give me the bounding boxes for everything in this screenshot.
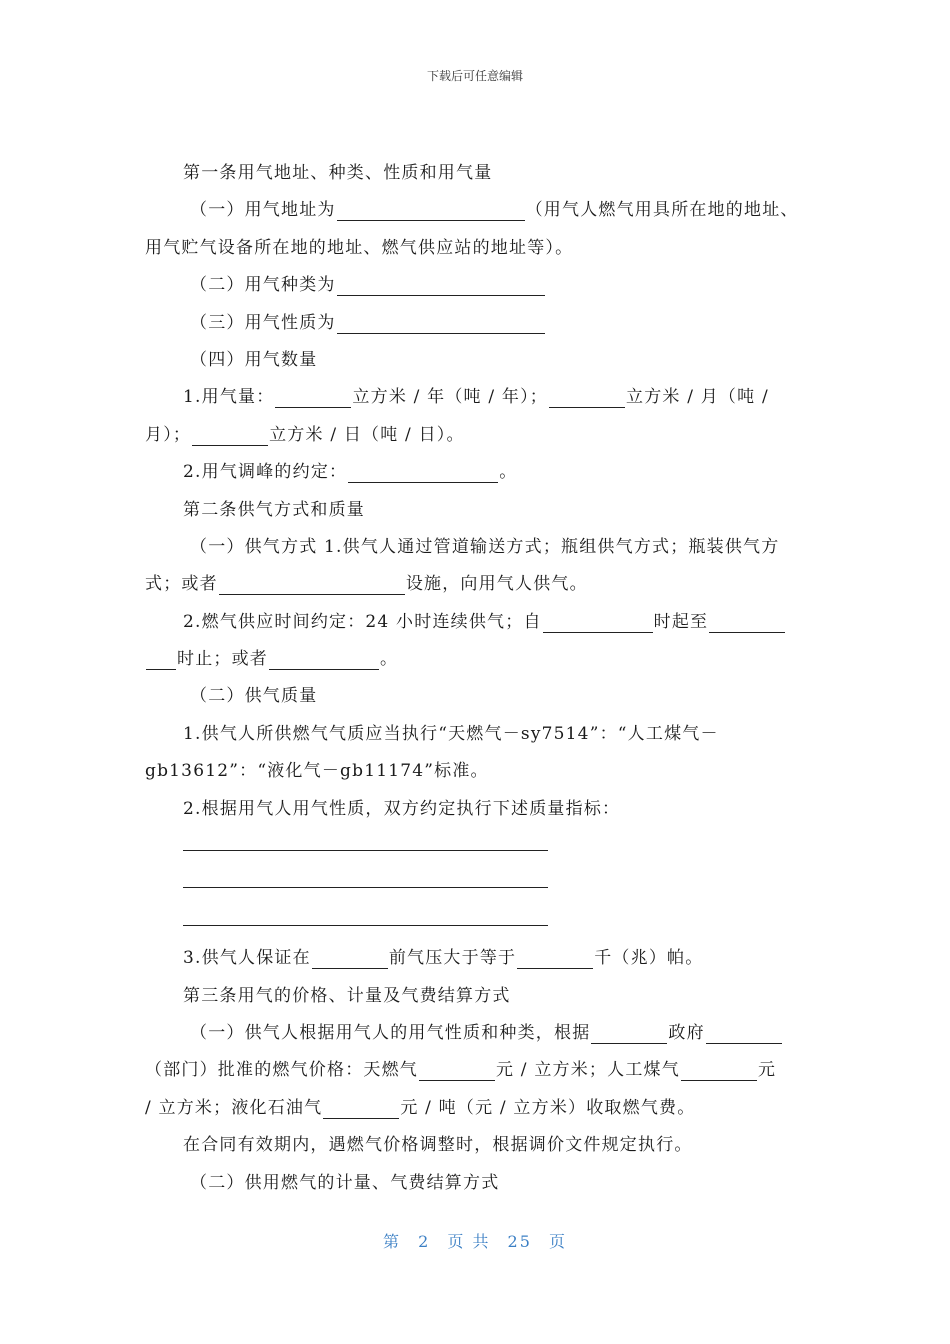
paragraph: （一）供气人根据用气人的用气性质和种类，根据 政府	[145, 1015, 805, 1052]
article-3-title: 第三条用气的价格、计量及气费结算方式	[183, 985, 511, 1006]
paragraph: 用气贮气设备所在地的地址、燃气供应站的地址等）。	[145, 237, 574, 258]
fill-blank	[219, 572, 405, 595]
fill-blank	[591, 1021, 667, 1044]
fill-blank	[269, 647, 379, 670]
paragraph: （一）用气地址为 （用气人燃气用具所在地的地址、	[190, 200, 799, 221]
paragraph: 式；或者 设施，向用气人供气。	[145, 574, 588, 595]
footer-page-number: 2	[418, 1232, 431, 1251]
fill-blank	[337, 273, 545, 296]
paragraph: （二）用气种类为	[145, 267, 805, 304]
quality-index-line	[145, 903, 805, 940]
paragraph: / 立方米；液化石油气 元 / 吨（元 / 立方米）收取燃气费。	[145, 1097, 696, 1118]
paragraph: 1.供气人所供燃气气质应当执行“天燃气－sy7514”：“人工煤气－	[183, 723, 719, 744]
footer-middle: 页 共	[447, 1232, 491, 1251]
article-1-title: 第一条用气地址、种类、性质和用气量	[183, 163, 493, 183]
fill-blank	[348, 460, 498, 483]
paragraph: 2.燃气供应时间约定：24 小时连续供气；自 时起至	[145, 604, 805, 641]
paragraph: （三）用气性质为	[145, 305, 805, 342]
paragraph: （部门）批准的燃气价格：天燃气 元 / 立方米；人工煤气 元	[145, 1060, 777, 1081]
quality-index-line	[145, 828, 805, 865]
paragraph: （二）供用燃气的计量、气费结算方式	[190, 1172, 500, 1193]
fill-blank	[517, 946, 593, 969]
paragraph: 2.根据用气人用气性质，双方约定执行下述质量指标：	[183, 798, 621, 819]
fill-blank	[183, 828, 548, 851]
fill-blank	[543, 610, 653, 633]
fill-blank	[183, 865, 548, 888]
paragraph: gb13612”：“液化气－gb11174”标准。	[145, 761, 489, 782]
fill-blank	[275, 385, 351, 408]
fill-blank	[706, 1021, 782, 1044]
paragraph: 2.用气调峰的约定： 。	[183, 462, 518, 483]
fill-blank	[681, 1058, 757, 1081]
paragraph: 在合同有效期内，遇燃气价格调整时，根据调价文件规定执行。	[183, 1135, 693, 1156]
footer-prefix: 第	[382, 1232, 401, 1251]
quality-index-line	[145, 865, 805, 902]
fill-blank	[192, 423, 268, 446]
paragraph: （四）用气数量	[190, 349, 318, 370]
fill-blank	[146, 647, 176, 670]
paragraph: （二）供气质量	[190, 686, 318, 707]
fill-blank	[312, 946, 388, 969]
footer-total-pages: 25	[507, 1232, 532, 1251]
fill-blank	[323, 1096, 399, 1119]
fill-blank	[709, 610, 785, 633]
page-header: 下载后可任意编辑	[426, 69, 523, 83]
footer-suffix: 页	[549, 1232, 568, 1251]
fill-blank	[549, 385, 625, 408]
document-body	[145, 155, 805, 1202]
article-2-title: 第二条供气方式和质量	[183, 499, 365, 520]
fill-blank	[337, 311, 545, 334]
fill-blank	[337, 198, 525, 221]
paragraph: 时止；或者 。	[145, 641, 805, 678]
fill-blank	[419, 1058, 495, 1081]
paragraph: 3.供气人保证在 前气压大于等于 千（兆）帕。	[183, 948, 704, 969]
paragraph: 1.用气量： 立方米 / 年（吨 / 年）； 立方米 / 月（吨 /	[183, 387, 769, 408]
fill-blank	[183, 903, 548, 926]
paragraph: （一）供气方式 1.供气人通过管道输送方式；瓶组供气方式；瓶装供气方	[190, 536, 780, 557]
paragraph: 月）； 立方米 / 日（吨 / 日）。	[145, 424, 465, 445]
page-footer	[0, 1229, 950, 1252]
